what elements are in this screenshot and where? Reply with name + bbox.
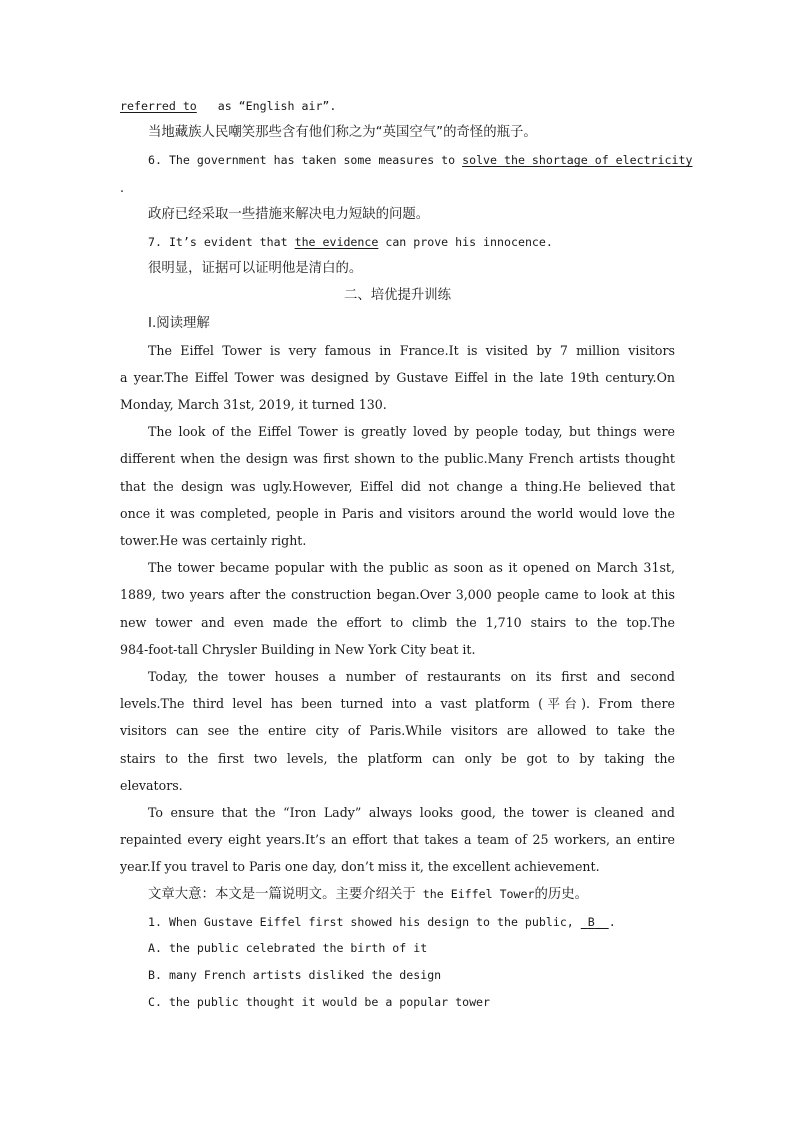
passage-line: 1889, two years after the construction began.Over 3,000 people came to look at this <box>120 587 675 603</box>
passage-line: The tower became popular with the public as soon as it opened on March 31st, <box>148 560 675 576</box>
passage-line: visitors can see the entire city of Paris.While visitors are allowed to take the <box>120 723 675 739</box>
passage-line: that the design was ugly.However, Eiffel did not change a thing.He believed that <box>120 478 675 494</box>
question-1-stem <box>120 908 675 935</box>
passage-paragraph-3 <box>120 554 675 663</box>
answer-blank: solve the shortage of electricity <box>462 153 693 168</box>
exercise-6 <box>120 146 693 173</box>
passage-line: once it was completed, people in Paris and visitors around the world would love the <box>120 505 675 521</box>
option-a: A. the public celebrated the birth of it <box>148 940 428 955</box>
sentence-text: as “English air”. <box>210 99 337 113</box>
exercise-6-end <box>120 174 675 201</box>
exercise-line-1 <box>120 92 675 119</box>
summary-cn-text: 文章大意：本文是一篇说明文。主要介绍关于 <box>148 887 416 903</box>
translation-cn: 很明显，证据可以证明他是清白的。 <box>148 261 363 277</box>
answer-letter: B <box>587 914 595 929</box>
option-c: C. the public thought it would be a popular tower <box>148 995 491 1010</box>
passage-line: The look of the Eiffel Tower is greatly loved by people today, but things were <box>148 424 675 440</box>
passage-line: different when the design was first shown to the public.Many French artists thought <box>120 451 675 467</box>
passage-line: stairs to the first two levels, the platform can only be got to by taking the <box>120 750 675 766</box>
passage-line: repainted every eight years.It’s an effort that takes a team of 25 workers, an entire <box>120 832 675 848</box>
answer-blank: the evidence <box>294 234 379 249</box>
option-b: B. many French artists disliked the design <box>148 968 442 982</box>
sentence-text: can prove his innocence. <box>378 234 553 249</box>
exercise-7 <box>120 228 675 255</box>
passage-line: Today, the tower houses a number of restaurants on its first and second <box>148 668 675 684</box>
question-text: 1. When Gustave Eiffel first showed his design to the public, <box>148 914 581 929</box>
passage-line: tower.He was certainly right. <box>120 533 307 548</box>
passage-paragraph-1 <box>120 337 675 419</box>
passage-line: new tower and even made the effort to climb the 1,710 stairs to the top.The <box>120 614 675 630</box>
passage-line: To ensure that the “Iron Lady” always looks good, the tower is cleaned and <box>148 804 675 820</box>
document-page <box>120 92 693 1016</box>
subsection-title: Ⅰ.阅读理解 <box>148 315 210 331</box>
passage-line: year.If you travel to Paris one day, don’t miss it, the excellent achievement. <box>120 859 600 875</box>
passage-line: a year.The Eiffel Tower was designed by Gustave Eiffel in the late 19th century.On <box>120 369 675 385</box>
section-title: 二、培优提升训练 <box>343 288 452 304</box>
question-text: 7. It’s evident that <box>148 234 295 249</box>
passage-line: 984-foot-tall Chrysler Building in New York City beat it. <box>120 641 476 657</box>
punctuation: . <box>608 914 616 929</box>
summary-cn-end: 的历史。 <box>534 887 589 903</box>
question-text: 6. The government has taken some measures to <box>148 153 463 168</box>
passage-paragraph-4 <box>120 663 675 799</box>
answer-blank <box>581 915 609 929</box>
passage-line: The Eiffel Tower is very famous in France.It is visited by 7 million visitors <box>148 342 675 358</box>
passage-line: levels.The third level has been turned into a vast platform (平台). From there <box>120 696 675 712</box>
answer-blank: referred to <box>120 99 197 113</box>
translation-cn: 当地藏族人民嘲笑那些含有他们称之为“英国空气”的奇怪的瓶子。 <box>148 125 537 141</box>
passage-paragraph-5 <box>120 799 675 881</box>
passage-line: elevators. <box>120 777 183 793</box>
passage-paragraph-2 <box>120 418 675 554</box>
passage-line: Monday, March 31st, 2019, it turned 130. <box>120 397 387 413</box>
translation-cn: 政府已经采取一些措施来解决电力短缺的问题。 <box>148 206 430 222</box>
punctuation: . <box>120 179 125 195</box>
summary-en-text: the Eiffel Tower <box>415 887 535 902</box>
passage-summary <box>120 880 675 907</box>
